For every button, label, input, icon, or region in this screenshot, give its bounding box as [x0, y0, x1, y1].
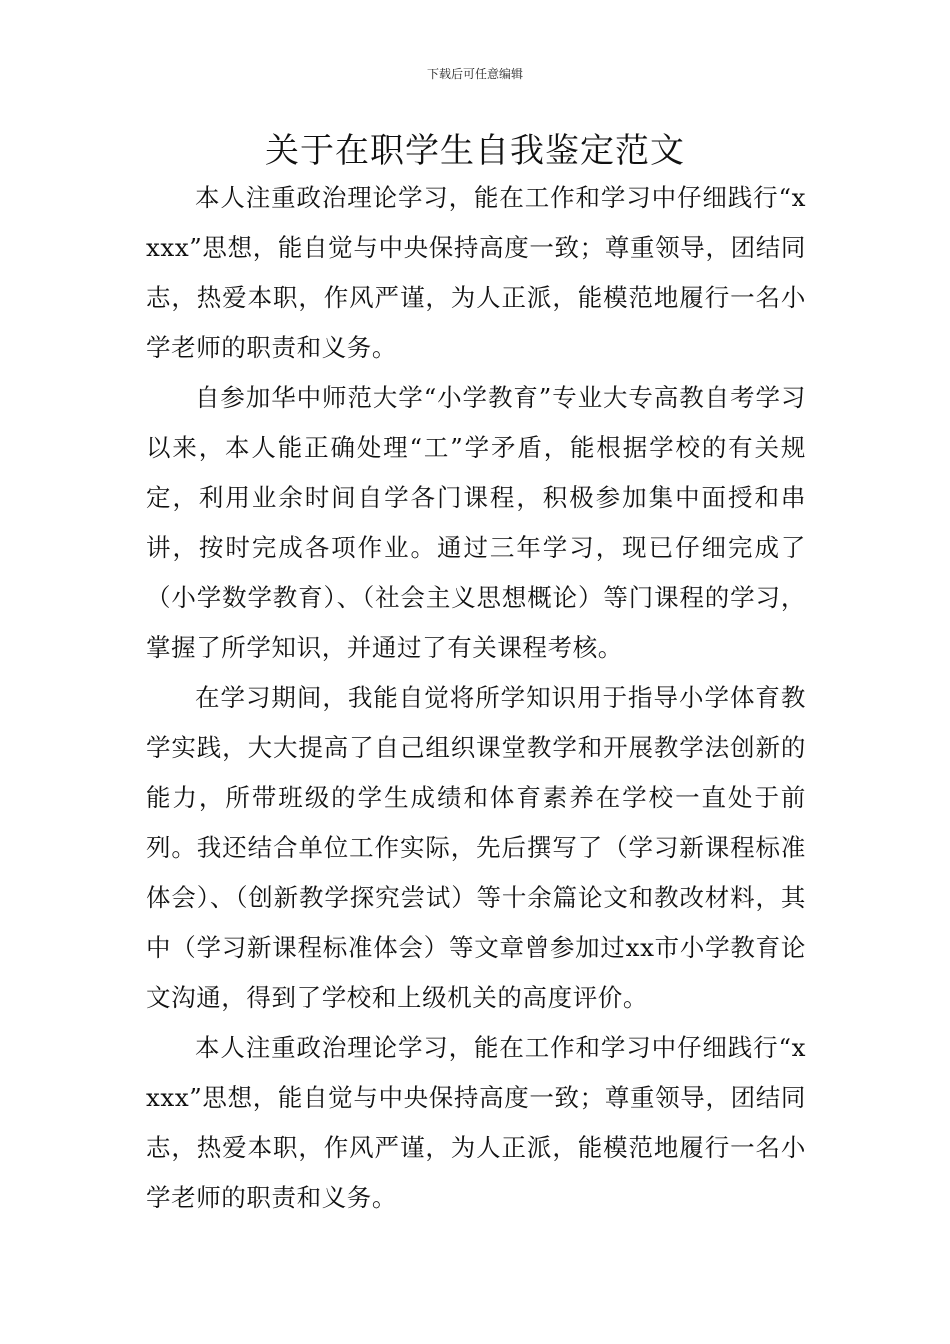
document-title: 关于在职学生自我鉴定范文	[265, 131, 685, 171]
paragraph-2: 自参加华中师范大学“小学教育”专业大专高教自考学习以来，本人能正确处理“工”学矛盾，能根据学校的有关规定，利用业余时间自学各门课程，积极参加集中面授和串讲，按时完成各项作业。通过三年学习，现已仔细完成了（小学数学教育）、（社会主义思想概论）等门课程的学习，掌握了所学知识，并通过了有关课程考核。	[146, 383, 806, 662]
paragraph-1: 本人注重政治理论学习，能在工作和学习中仔细践行“xxxx”思想，能自觉与中央保持高度一致；尊重领导，团结同志，热爱本职，作风严谨，为人正派，能模范地履行一名小学老师的职责和义务。	[146, 183, 806, 362]
paragraph-4: 本人注重政治理论学习，能在工作和学习中仔细践行“xxxx”思想，能自觉与中央保持高度一致；尊重领导，团结同志，热爱本职，作风严谨，为人正派，能模范地履行一名小学老师的职责和义务。	[146, 1033, 806, 1212]
header-note: 下载后可任意编辑	[426, 67, 523, 81]
paragraph-3: 在学习期间，我能自觉将所学知识用于指导小学体育教学实践，大大提高了自己组织课堂教学和开展教学法创新的能力，所带班级的学生成绩和体育素养在学校一直处于前列。我还结合单位工作实际，先后撰写了（学习新课程标准体会）、（创新教学探究尝试）等十余篇论文和教改材料，其中（学习新课程标准体会）等文章曾参加过xx市小学教育论文沟通，得到了学校和上级机关的高度评价。	[146, 683, 806, 1012]
document-body	[146, 173, 806, 1223]
